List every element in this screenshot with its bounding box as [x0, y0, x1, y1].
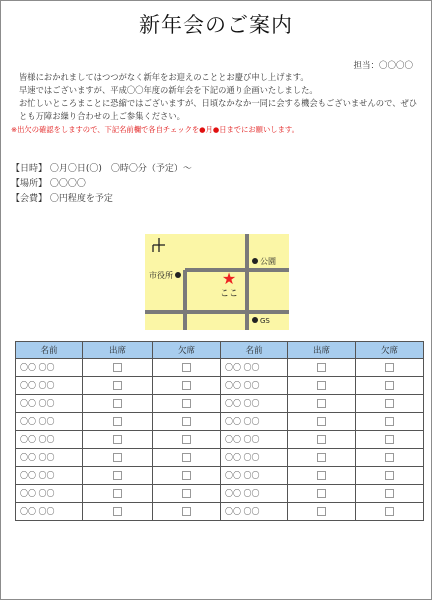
- invitation-body: [11, 71, 423, 136]
- header-present-left: 出席: [83, 342, 153, 359]
- absent-cell: [356, 485, 424, 503]
- name-cell-right: 〇〇 〇〇: [221, 503, 288, 521]
- absent-cell: [356, 503, 424, 521]
- venue-map: [145, 234, 289, 330]
- present-checkbox[interactable]: [113, 489, 122, 498]
- name-cell-right: 〇〇 〇〇: [221, 395, 288, 413]
- absent-checkbox[interactable]: [385, 381, 394, 390]
- present-cell: [83, 467, 153, 485]
- absent-checkbox[interactable]: [182, 363, 191, 372]
- name-cell-left: 〇〇 〇〇: [16, 377, 83, 395]
- name-cell-right: 〇〇 〇〇: [221, 413, 288, 431]
- table-row: [16, 359, 424, 377]
- present-cell: [83, 485, 153, 503]
- present-cell: [83, 431, 153, 449]
- present-checkbox[interactable]: [113, 471, 122, 480]
- absent-cell: [153, 467, 221, 485]
- table-row: [16, 449, 424, 467]
- present-cell: [288, 431, 356, 449]
- absent-cell: [356, 413, 424, 431]
- name-cell-left: 〇〇 〇〇: [16, 431, 83, 449]
- name-cell-right: 〇〇 〇〇: [221, 431, 288, 449]
- absent-cell: [356, 359, 424, 377]
- event-fee: 【会費】 〇円程度を予定: [11, 194, 113, 204]
- event-info: [11, 162, 192, 207]
- absent-checkbox[interactable]: [385, 417, 394, 426]
- present-cell: [288, 449, 356, 467]
- absent-cell: [356, 449, 424, 467]
- name-cell-right: 〇〇 〇〇: [221, 449, 288, 467]
- absent-cell: [356, 377, 424, 395]
- absent-checkbox[interactable]: [385, 435, 394, 444]
- event-place: 【場所】 〇〇〇〇: [11, 179, 86, 189]
- absent-cell: [153, 377, 221, 395]
- absent-checkbox[interactable]: [385, 453, 394, 462]
- attendance-header-row: [16, 342, 424, 359]
- page-title: 新年会のご案内: [139, 13, 293, 37]
- absent-cell: [356, 467, 424, 485]
- park-icon: [252, 258, 258, 264]
- present-cell: [288, 395, 356, 413]
- present-checkbox[interactable]: [317, 489, 326, 498]
- absent-checkbox[interactable]: [385, 489, 394, 498]
- present-cell: [83, 413, 153, 431]
- absent-checkbox[interactable]: [182, 471, 191, 480]
- present-checkbox[interactable]: [113, 399, 122, 408]
- absent-cell: [153, 395, 221, 413]
- absent-cell: [153, 503, 221, 521]
- header-absent-right: 欠席: [356, 342, 424, 359]
- park-label: 公園: [260, 257, 276, 266]
- rsvp-notice: ※出欠の確認をしますので、下記名前欄で各自チェックを●月●日までにお願いします。: [11, 125, 299, 134]
- present-cell: [83, 503, 153, 521]
- absent-checkbox[interactable]: [182, 417, 191, 426]
- present-cell: [83, 449, 153, 467]
- name-cell-left: 〇〇 〇〇: [16, 467, 83, 485]
- table-row: [16, 503, 424, 521]
- table-row: [16, 395, 424, 413]
- absent-checkbox[interactable]: [385, 399, 394, 408]
- city-hall-icon: [175, 272, 181, 278]
- absent-checkbox[interactable]: [182, 381, 191, 390]
- north-label: N: [161, 238, 162, 239]
- absent-cell: [153, 359, 221, 377]
- present-checkbox[interactable]: [317, 507, 326, 516]
- name-cell-left: 〇〇 〇〇: [16, 485, 83, 503]
- map-background: [145, 234, 289, 330]
- star-icon: ★: [221, 269, 237, 288]
- absent-checkbox[interactable]: [182, 453, 191, 462]
- present-cell: [288, 503, 356, 521]
- absent-checkbox[interactable]: [182, 435, 191, 444]
- present-cell: [83, 359, 153, 377]
- header-name-right: 名前: [221, 342, 288, 359]
- present-checkbox[interactable]: [317, 399, 326, 408]
- name-cell-right: 〇〇 〇〇: [221, 467, 288, 485]
- present-checkbox[interactable]: [113, 453, 122, 462]
- name-cell-left: 〇〇 〇〇: [16, 395, 83, 413]
- absent-cell: [153, 485, 221, 503]
- absent-checkbox[interactable]: [385, 363, 394, 372]
- name-cell-left: 〇〇 〇〇: [16, 503, 83, 521]
- header-absent-left: 欠席: [153, 342, 221, 359]
- plan-paragraph: 早速ではございますが、平成〇〇年度の新年会を下記の通り企画いたしました。: [19, 85, 318, 95]
- present-checkbox[interactable]: [113, 435, 122, 444]
- absent-cell: [356, 395, 424, 413]
- present-checkbox[interactable]: [317, 453, 326, 462]
- present-checkbox[interactable]: [113, 381, 122, 390]
- gas-station-label: GS: [260, 317, 270, 325]
- absent-cell: [153, 449, 221, 467]
- present-cell: [83, 377, 153, 395]
- present-checkbox[interactable]: [113, 507, 122, 516]
- name-cell-right: 〇〇 〇〇: [221, 359, 288, 377]
- absent-checkbox[interactable]: [182, 489, 191, 498]
- present-cell: [288, 485, 356, 503]
- absent-cell: [356, 431, 424, 449]
- table-row: [16, 485, 424, 503]
- person-in-charge: 担当：〇〇〇〇: [353, 61, 413, 71]
- present-cell: [288, 377, 356, 395]
- absent-checkbox[interactable]: [182, 507, 191, 516]
- present-cell: [288, 359, 356, 377]
- present-cell: [288, 467, 356, 485]
- header-name-left: 名前: [16, 342, 83, 359]
- absent-checkbox[interactable]: [385, 507, 394, 516]
- city-hall-label: 市役所: [149, 271, 173, 280]
- present-cell: [288, 413, 356, 431]
- absent-cell: [153, 413, 221, 431]
- attendance-table: [15, 341, 424, 521]
- present-checkbox[interactable]: [317, 363, 326, 372]
- table-row: [16, 413, 424, 431]
- name-cell-left: 〇〇 〇〇: [16, 359, 83, 377]
- request-paragraph: お忙しいところまことに恐縮ではございますが、日頃なかなか一同に会する機会もございませんので、ぜひとも万障お繰り合わせの上ご参集ください。: [19, 98, 418, 121]
- present-checkbox[interactable]: [113, 417, 122, 426]
- table-row: [16, 377, 424, 395]
- present-checkbox[interactable]: [113, 363, 122, 372]
- present-cell: [83, 395, 153, 413]
- present-checkbox[interactable]: [317, 435, 326, 444]
- present-checkbox[interactable]: [317, 381, 326, 390]
- event-date: 【日時】 〇月〇日(〇) 〇時〇分（予定）～: [11, 164, 192, 174]
- name-cell-right: 〇〇 〇〇: [221, 485, 288, 503]
- header-present-right: 出席: [288, 342, 356, 359]
- table-row: [16, 431, 424, 449]
- here-label: ここ: [219, 289, 239, 299]
- present-checkbox[interactable]: [317, 417, 326, 426]
- name-cell-right: 〇〇 〇〇: [221, 377, 288, 395]
- absent-cell: [153, 431, 221, 449]
- name-cell-left: 〇〇 〇〇: [16, 413, 83, 431]
- name-cell-left: 〇〇 〇〇: [16, 449, 83, 467]
- attendance-body: [16, 359, 424, 521]
- present-checkbox[interactable]: [317, 471, 326, 480]
- absent-checkbox[interactable]: [385, 471, 394, 480]
- absent-checkbox[interactable]: [182, 399, 191, 408]
- gas-station-icon: [252, 317, 258, 323]
- table-row: [16, 467, 424, 485]
- greeting-paragraph: 皆様におかれましてはつつがなく新年をお迎えのこととお慶び申し上げます。: [19, 72, 309, 82]
